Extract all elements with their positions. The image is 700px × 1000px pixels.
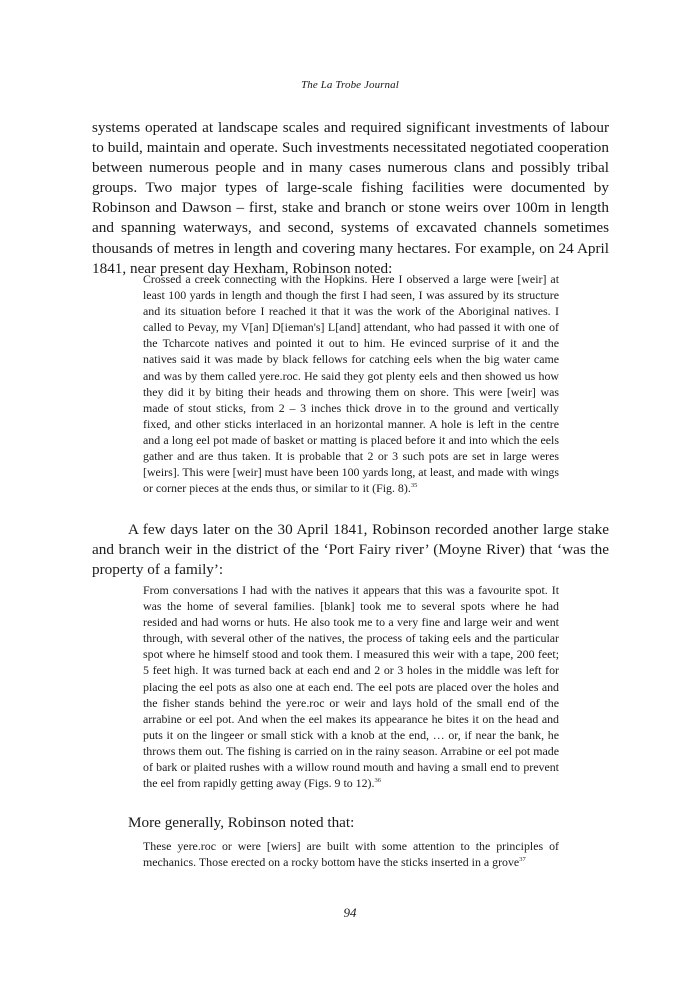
quote-text: From conversations I had with the natives it appears that this was a favourite spot. It was the home of several families. [blank] took me to several spots where he had resided and had worns or huts. He also took me to a very fine and large weir and went through, with several other of the natives, the process of taking eels and the particular spot where he himself stood and took them. I measured this weir with a tape, 200 feet; 5 feet high. It was turned back at each end and 2 or 3 holes in the middle was left for placing the eel pots as also one at each end. The eel pots are placed over the holes and the fisher stands behind the yere.roc or weir and lays hold of the small end of the arrabine or eel pot. And when the eel makes its appearance he bites it on the head and puts it on the lingeer or small stick with a knob at the end, … or, if near the bank, he throws them out. The fishing is carried on in the rainy season. Arrabine or eel pot made of bark or plaited rushes with a willow round mouth and having a small end to prevent the eel from rapidly getting away (Figs. 9 to 12). [143,583,559,791]
block-quote [143,582,559,791]
quote-text: Crossed a creek connecting with the Hopkins. Here I observed a large were [weir] at least 100 yards in length and though the first I had seen, I was assured by its structure and its situation before I reached it that it was the work of the Aboriginal natives. I called to Pevay, my V[an] D[ieman's] L[and] attendant, who had passed it with one of the Tcharcote natives and pointed it out to him. He evinced surprise of it and the natives said it was made by black fellows for catching eels when the big water came and was by them called yere.roc. He said they got plenty eels and then showed us how they did it by biting their heads and throwing them on shore. This were [weir] was made of stout sticks, from 2 – 3 inches thick drove in to the ground and vertically fixed, and other sticks interlaced in an horizontal manner. A hole is left in the centre and a long eel pot made of basket or matting is placed before it and into which the eels gather and are thus taken. It is probable that 2 or 3 such pots are set in large weres [weirs]. This were [weir] must have been 100 yards long, at least, and made with wings or corner pieces at the ends thus, or similar to it (Fig. 8). [143,272,559,496]
footnote-ref: 35 [410,482,418,490]
quote-text: These yere.roc or were [wiers] are built with some attention to the principles of mechanics. Those erected on a rocky bottom have the sticks inserted in a grove [143,839,559,870]
footnote-ref: 37 [519,856,526,864]
block-quote [143,271,559,496]
body-paragraph: systems operated at landscape scales and required significant investments of labour to build, maintain and operate. Such investments necessitated negotiated cooperation between numerous people and in many cases numerous clans and possibly tribal groups. Two major types of large-scale fishing facilities were documented by Robinson and Dawson – first, stake and branch or stone weirs over 100m in length and spanning waterways, and second, systems of excavated channels sometimes thousands of metres in length and covering many hectares. For example, on 24 April 1841, near present day Hexham, Robinson noted: [92,119,609,277]
body-paragraph: A few days later on the 30 April 1841, Robinson recorded another large stake and branch weir in the district of the ‘Port Fairy river’ (Moyne River) that ‘was the property of a family’: [92,521,609,579]
footnote-ref: 36 [374,777,381,785]
running-head: The La Trobe Journal [301,79,399,91]
body-paragraph: More generally, Robinson noted that: [128,814,355,831]
page-number: 94 [343,905,357,920]
block-quote [143,838,559,870]
